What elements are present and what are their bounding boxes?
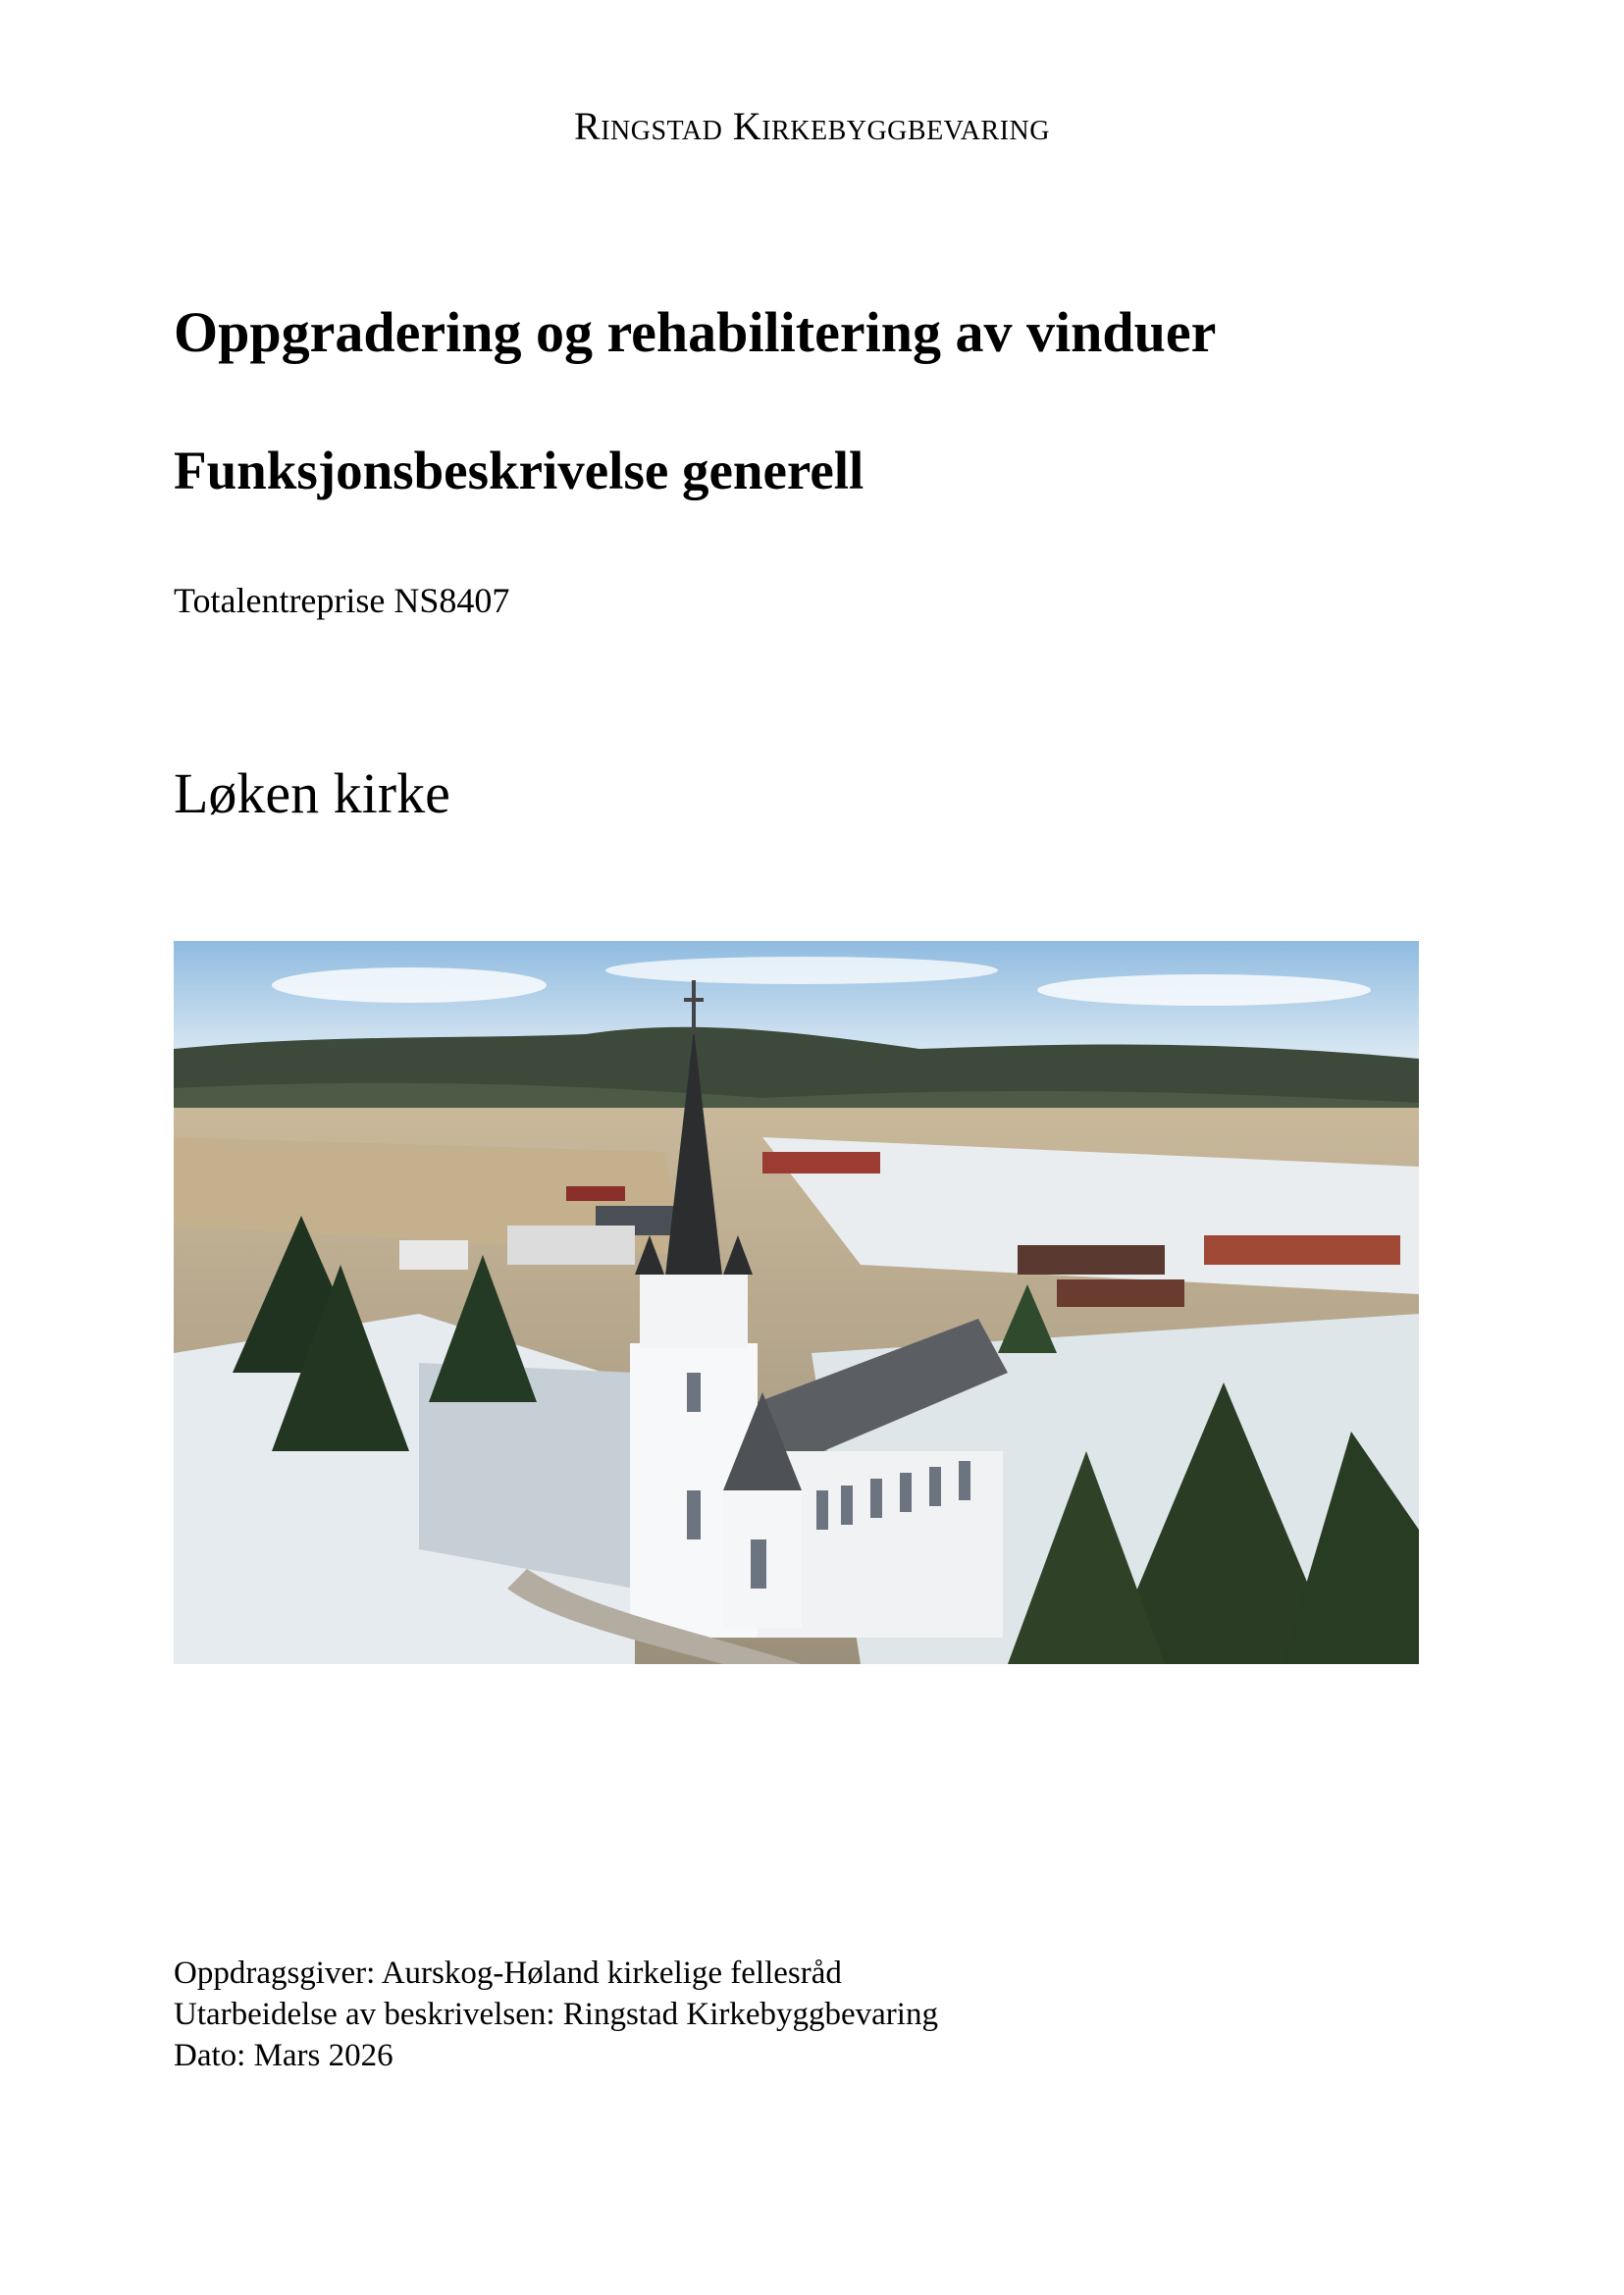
contract-type: Totalentreprise NS8407 bbox=[174, 581, 510, 620]
author-line: Utarbeidelse av beskrivelsen: Ringstad Kirkebyggbevaring bbox=[174, 1997, 938, 2032]
date-line: Dato: Mars 2026 bbox=[174, 2038, 393, 2073]
document-header: Ringstad Kirkebyggbevaring bbox=[574, 104, 1050, 148]
church-name: Løken kirke bbox=[174, 761, 450, 825]
client-line: Oppdragsgiver: Aurskog-Høland kirkelige fellesråd bbox=[174, 1956, 842, 1991]
church-photo bbox=[174, 941, 1419, 1664]
document-subtitle: Funksjonsbeskrivelse generell bbox=[174, 441, 864, 500]
document-footer bbox=[174, 1953, 938, 2076]
document-title: Oppgradering og rehabilitering av vinduer bbox=[174, 300, 1217, 364]
